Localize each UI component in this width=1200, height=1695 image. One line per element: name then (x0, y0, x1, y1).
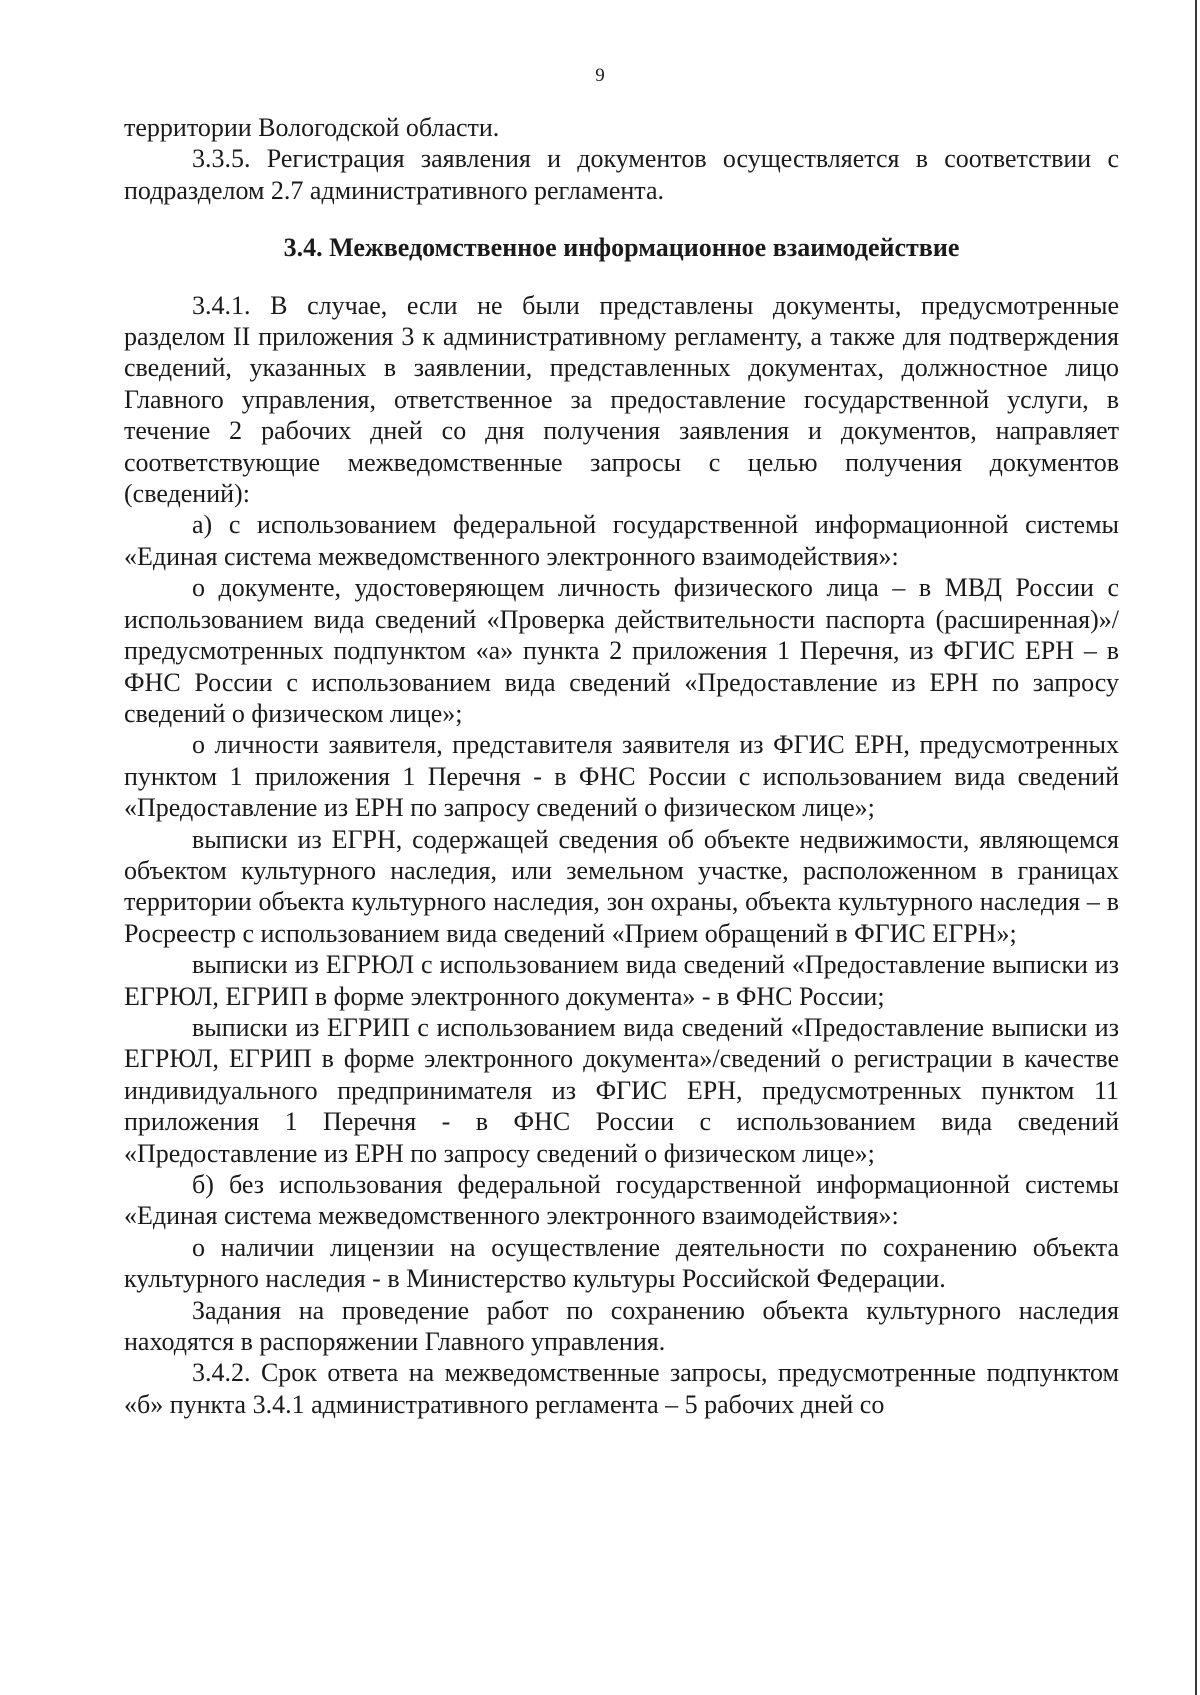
paragraph-item-a: а) с использованием федеральной государственной информационной системы «Единая система межведомственного электронного взаимодействия»: (124, 510, 1119, 571)
paragraph-3-4-1: 3.4.1. В случае, если не были представлены документы, предусмотренные разделом II приложения 3 к административному регламенту, а также для подтверждения сведений, указанных в заявлении, представленных документах, должностное лицо Главного управления, ответственное за предоставление государственной услуги, в течение 2 рабочих дней со дня получения заявления и документов, направляет соответствующие межведомственные запросы с целью получения документов (сведений): (124, 290, 1119, 509)
paragraph-applicant-identity: о личности заявителя, представителя заявителя из ФГИС ЕРН, предусмотренных пунктом 1 приложения 1 Перечня - в ФНС России с использованием вида сведений «Предоставление из ЕРН по запросу сведений о физическом лице»; (124, 730, 1119, 823)
paragraph-egrn-extract: выписки из ЕГРН, содержащей сведения об объекте недвижимости, являющемся объектом культурного наследия, или земельном участке, расположенном в границах территории объекта культурного наследия, зон охраны, объекта культурного наследия – в Росреестр с использованием вида сведений «Прием обращений в ФГИС ЕГРН»; (124, 824, 1119, 948)
document-body (124, 112, 1119, 1420)
paragraph-tasks: Задания на проведение работ по сохранению объекта культурного наследия находятся в распоряжении Главного управления. (124, 1295, 1119, 1357)
scan-edge-line (1195, 0, 1197, 1695)
paragraph-item-b: б) без использования федеральной государственной информационной системы «Единая система межведомственного электронного взаимодействия»: (124, 1170, 1119, 1231)
paragraph-egrip-extract: выписки из ЕГРИП с использованием вида сведений «Предоставление выписки из ЕГРЮЛ, ЕГРИП в форме электронного документа»/сведений о регистрации в качестве индивидуального предпринимателя из ФГИС ЕРН, предусмотренных пунктом 11 приложения 1 Перечня - в ФНС России с использованием вида сведений «Предоставление из ЕРН по запросу сведений о физическом лице»; (124, 1012, 1119, 1168)
paragraph-egrul-extract: выписки из ЕГРЮЛ с использованием вида сведений «Предоставление выписки из ЕГРЮЛ, ЕГРИП в форме электронного документа» - в ФНС России; (124, 950, 1119, 1011)
paragraph-3-4-2: 3.4.2. Срок ответа на межведомственные запросы, предусмотренные подпунктом «б» пункта 3.4.1 административного регламента – 5 рабочих дней со (124, 1358, 1119, 1419)
paragraph-license: о наличии лицензии на осуществление деятельности по сохранению объекта культурного наследия - в Министерство культуры Российской Федерации. (124, 1232, 1119, 1294)
paragraph-continuation: территории Вологодской области. (124, 113, 500, 142)
paragraph-identity-document: о документе, удостоверяющем личность физического лица – в МВД России с использованием вида сведений «Проверка действительности паспорта (расширенная)»/предусмотренных подпунктом «а» пункта 2 приложения 1 Перечня, из ФГИС ЕРН – в ФНС России с использованием вида сведений «Предоставление из ЕРН по запросу сведений о физическом лице»; (124, 573, 1119, 728)
paragraph-3-3-5: 3.3.5. Регистрация заявления и документов осуществляется в соответствии с подразделом 2.7 административного регламента. (124, 144, 1119, 205)
page-number: 9 (595, 65, 605, 86)
section-heading: 3.4. Межведомственное информационное взаимодействие (283, 233, 960, 263)
